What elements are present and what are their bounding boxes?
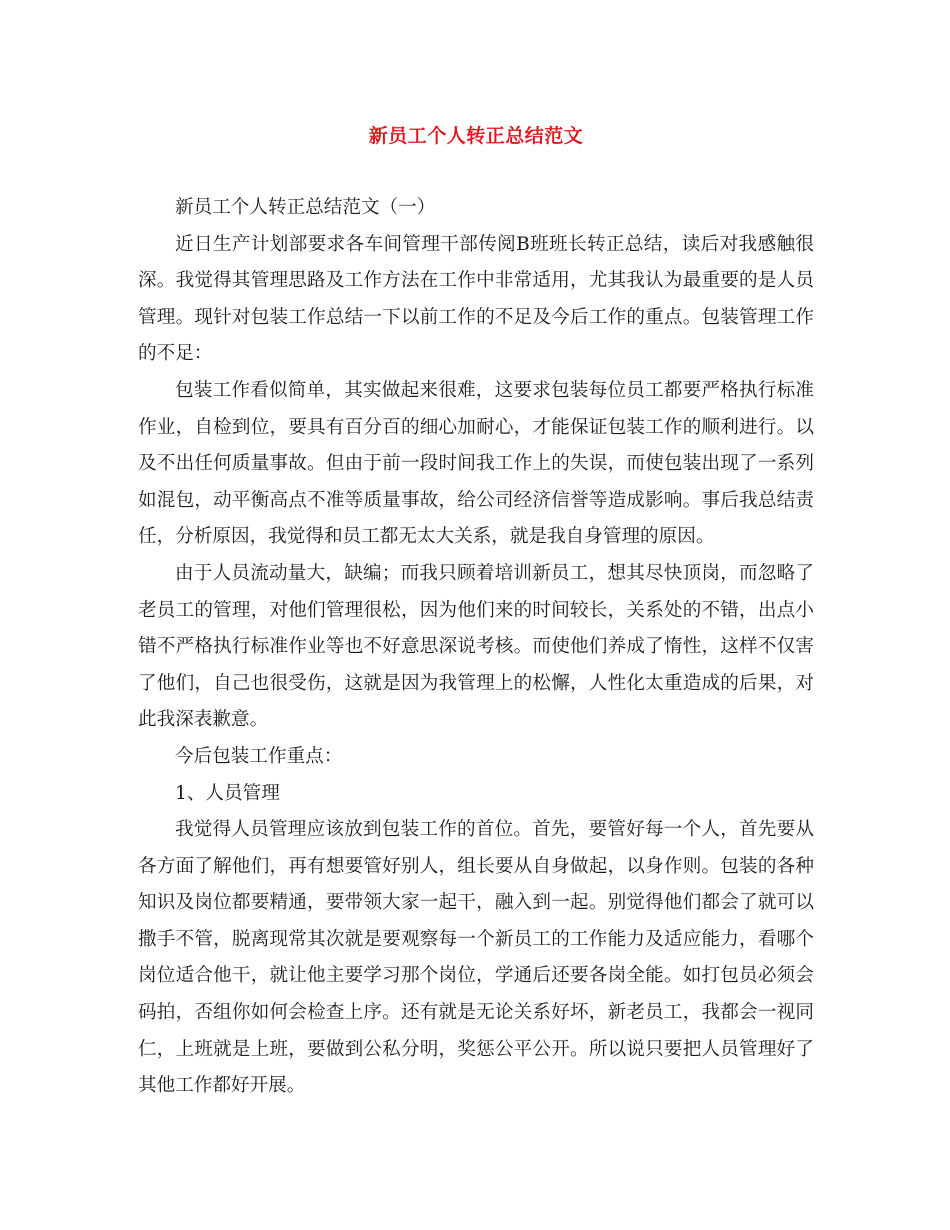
body-paragraph: 由于人员流动量大，缺编；而我只顾着培训新员工，想其尽快顶岗，而忽略了老员工的管理，对他们管理很松，因为他们来的时间较长，关系处的不错，出点小错不严格执行标准作业等也不好意思深说考核。而使他们养成了惰性，这样不仅害了他们，自己也很受伤，这就是因为我管理上的松懈，人性化太重造成的后果，对此我深表歉意。 — [138, 562, 814, 731]
body-paragraph: 包装工作看似简单，其实做起来很难，这要求包装每位员工都要严格执行标准作业，自检到位，要具有百分百的细心加耐心，才能保证包装工作的顺利进行。以及不出任何质量事故。但由于前一段时间我工作上的失误，而使包装出现了一系列如混包，动平衡高点不准等质量事故，给公司经济信誉等造成影响。事后我总结责任，分析原因，我觉得和员工都无太大关系，就是我自身管理的原因。 — [138, 379, 814, 548]
body-paragraph: 近日生产计划部要求各车间管理干部传阅B班班长转正总结，读后对我感触很深。我觉得其管理思路及工作方法在工作中非常适用，尤其我认为最重要的是人员管理。现针对包装工作总结一下以前工作的不足及今后工作的重点。包装管理工作的不足： — [138, 233, 814, 365]
document-page — [138, 118, 814, 1105]
document-title: 新员工个人转正总结范文 — [368, 125, 584, 147]
numbered-heading: 1、人员管理 — [175, 782, 280, 804]
subheading: 今后包装工作重点： — [175, 745, 343, 767]
body-paragraph: 我觉得人员管理应该放到包装工作的首位。首先，要管好每一个人，首先要从各方面了解他们，再有想要管好别人，组长要从自身做起，以身作则。包装的各种知识及岗位都要精通，要带领大家一起干，融入到一起。别觉得他们都会了就可以撒手不管，脱离现常其次就是要观察每一个新员工的工作能力及适应能力，看哪个岗位适合他干，就让他主要学习那个岗位，学通后还要各岗全能。如打包员必须会码拍，否组你如何会检查上序。还有就是无论关系好坏，新老员工，我都会一视同仁，上班就是上班，要做到公私分明，奖惩公平公开。所以说只要把人员管理好了其他工作都好开展。 — [138, 819, 814, 1097]
section-heading: 新员工个人转正总结范文（一） — [175, 197, 436, 218]
